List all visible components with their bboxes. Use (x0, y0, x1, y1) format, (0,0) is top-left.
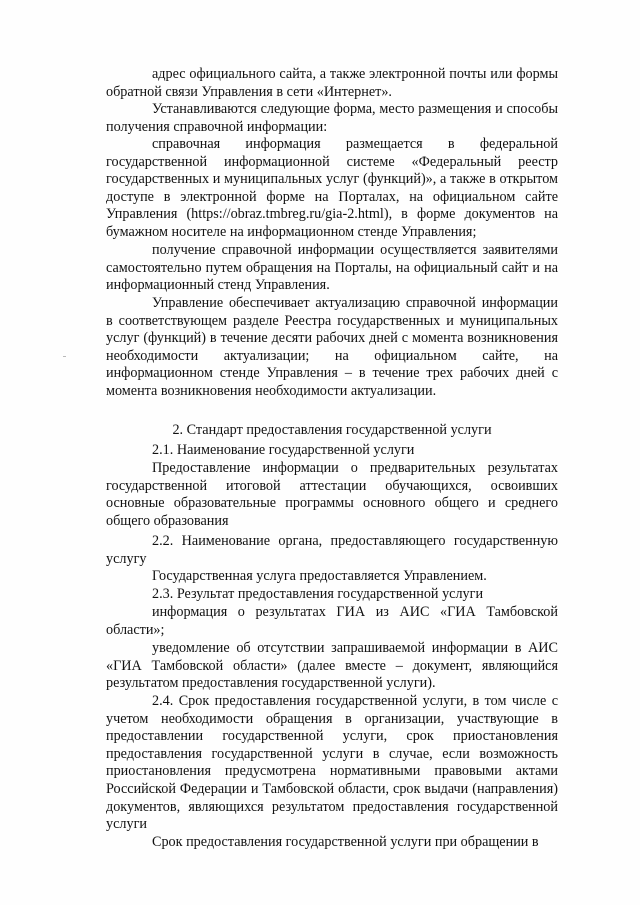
margin-mark (63, 356, 66, 357)
subsection-2-3-item-2: уведомление об отсутствии запрашиваемой информации в АИС «ГИА Тамбовской области» (далее вместе – документ, являющийся результатом предоставления государственной услуги). (106, 640, 558, 692)
subsection-2-2-text: Государственная услуга предоставляется Управлением. (152, 568, 487, 584)
section-heading: 2. Стандарт предоставления государственной услуги (172, 422, 492, 438)
paragraph-contact-address: адрес официального сайта, а также электронной почты или формы обратной связи Управления в сети «Интернет». (106, 66, 558, 100)
subsection-2-2-title: 2.2. Наименование органа, предоставляющего государственную услугу (106, 533, 558, 567)
subsection-2-4-title: 2.4. Срок предоставления государственной услуги, в том числе с учетом необходимости обращения в организации, участвующие в предоставлении государственной услуги, срок приостановления предоставления государственной услуги в случае, если возможность приостановления предусмотрена нормативными правовыми актами Российской Федерации и Тамбовской области, срок выдачи (направления) документов, являющихся результатом предоставления государственной услуги (106, 693, 558, 833)
subsection-2-4-text: Срок предоставления государственной услуги при обращении в (152, 834, 539, 850)
paragraph-info-placement: справочная информация размещается в федеральной государственной информационной системе «Федеральный реестр государственных и муниципальных услуг (функций)», а также в открытом доступе в электронной форме на Порталах, на официальном сайте Управления (https://obraz.tmbreg.ru/gia-2.html), в форме документов на бумажном носителе на информационном стенде Управления; (106, 136, 558, 240)
paragraph-info-update: Управление обеспечивает актуализацию справочной информации в соответствующем разделе Реестра государственных и муниципальных услуг (функций) в течение десяти рабочих дней с момента возникновения необходимости актуализации; на официальном сайте, на информационном стенде Управления – в течение трех рабочих дней с момента возникновения необходимости актуализации. (106, 295, 558, 399)
subsection-2-3-title: 2.3. Результат предоставления государственной услуги (152, 586, 484, 602)
paragraph-info-forms: Устанавливаются следующие форма, место размещения и способы получения справочной информации: (106, 101, 558, 135)
paragraph-info-access: получение справочной информации осуществляется заявителями самостоятельно путем обращения на Порталы, на официальный сайт и на информационный стенд Управления. (106, 242, 558, 294)
subsection-2-1-title: 2.1. Наименование государственной услуги (152, 442, 415, 458)
subsection-2-1-text: Предоставление информации о предварительных результатах государственной итоговой аттестации обучающихся, освоивших основные образовательные программы основного общего и среднего общего образования (106, 460, 558, 529)
subsection-2-3-item-1: информация о результатах ГИА из АИС «ГИА Тамбовской области»; (106, 604, 558, 638)
